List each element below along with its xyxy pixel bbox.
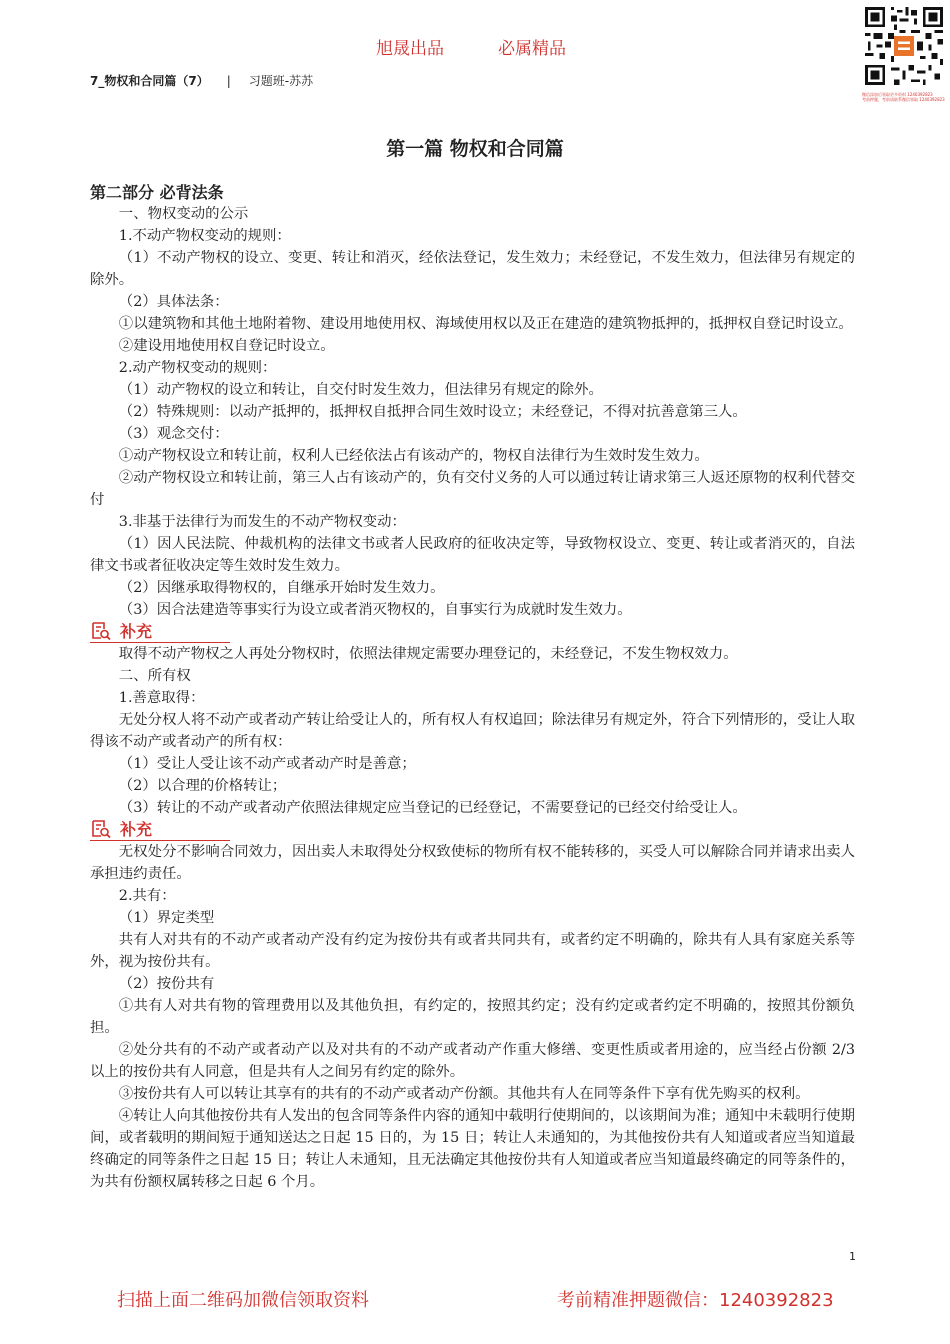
body-paragraph: 1.不动产物权变动的规则： xyxy=(118,228,291,244)
note-search-icon xyxy=(90,819,112,839)
footer-right-text: 考前精准押题微信：1240392823 xyxy=(557,1290,834,1311)
note-search-icon xyxy=(90,621,112,641)
page-number: 1 xyxy=(849,1250,856,1263)
supplement-heading xyxy=(90,621,855,643)
body-paragraph: ②动产物权设立和转让前，第三人占有该动产的，负有交付义务的人可以通过转让请求第三人返还原物的权利代替交付 xyxy=(90,470,855,508)
body-paragraph: （2）具体法条： xyxy=(118,294,229,310)
banner-right-slogan: 必属精品 xyxy=(498,39,566,59)
footer-left-text: 扫描上面二维码加微信领取资料 xyxy=(117,1290,369,1311)
body-paragraph: 取得不动产物权之人再处分物权时，依照法律规定需要办理登记的，未经登记，不发生物权效力。 xyxy=(118,646,738,662)
body-paragraph: ③按份共有人可以转让其享有的共有的不动产或者动产份额。其他共有人在同等条件下享有优先购买的权利。 xyxy=(118,1086,810,1102)
body-paragraph: 2.共有： xyxy=(118,888,176,904)
body-paragraph: （1）因人民法院、仲裁机构的法律文书或者人民政府的征收决定等，导致物权设立、变更、转让或者消灭的，自法律文书或者征收决定等生效时发生效力。 xyxy=(90,536,855,574)
supplement-label xyxy=(90,819,152,840)
part-title: 第二部分 必背法条 xyxy=(90,183,224,202)
body-paragraph: （1）界定类型 xyxy=(118,910,215,926)
body-paragraph: （1）不动产物权的设立、变更、转让和消灭，经依法登记，发生效力；未经登记，不发生效力，但法律另有规定的除外。 xyxy=(90,250,855,288)
document-title: 第一篇 物权和合同篇 xyxy=(386,138,564,160)
page-header xyxy=(90,72,313,89)
body-paragraph: 无权处分不影响合同效力，因出卖人未取得处分权致使标的物所有权不能转移的，买受人可以解除合同并请求出卖人承担违约责任。 xyxy=(90,844,855,882)
body-paragraph: （2）特殊规则：以动产抵押的，抵押权自抵押合同生效时设立；未经登记，不得对抗善意第三人。 xyxy=(118,404,747,420)
supplement-label-text: 补充 xyxy=(120,622,153,641)
supplement-label xyxy=(90,621,152,642)
qr-code-image xyxy=(862,4,946,88)
body-paragraph: （2）因继承取得物权的，自继承开始时发生效力。 xyxy=(118,580,445,596)
body-paragraph: （1）动产物权的设立和转让，自交付时发生效力，但法律另有规定的除外。 xyxy=(118,382,603,398)
body-paragraph: 二、所有权 xyxy=(118,668,191,684)
body-paragraph: ①以建筑物和其他土地附着物、建设用地使用权、海域使用权以及正在建造的建筑物抵押的，抵押权自登记时设立。 xyxy=(118,316,853,332)
qr-caption-line: 微信添加后领取更多资料 1240392823 xyxy=(862,92,933,97)
body-paragraph: （1）受让人受让该不动产或者动产时是善意； xyxy=(118,756,416,772)
document-body xyxy=(90,203,855,1193)
body-paragraph: ①动产物权设立和转让前，权利人已经依法占有该动产的，物权自法律行为生效时发生效力。 xyxy=(118,448,709,464)
supplement-underline xyxy=(90,642,230,643)
body-paragraph: ④转让人向其他按份共有人发出的包含同等条件内容的通知中载明行使期间的，以该期间为准；通知中未载明行使期间，或者载明的期间短于通知送达之日起 15 日的，为 15 日；转让人未通知的，为其他按份共有人知道或者应当知道最终确定的同等条件之日起 15 日；转让人未通知，且无法确定其他按份共有人知道或者应当知道最终确定的同等条件的，为共有份额权属转移之日起 6 个月。 xyxy=(90,1108,855,1190)
body-paragraph: 1.善意取得： xyxy=(118,690,205,706)
body-paragraph: （3）因合法建造等事实行为设立或者消灭物权的，自事实行为成就时发生效力。 xyxy=(118,602,632,618)
body-paragraph: ①共有人对共有物的管理费用以及其他负担，有约定的，按照其约定；没有约定或者约定不明确的，按照其份额负担。 xyxy=(90,998,855,1036)
body-paragraph: 3.非基于法律行为而发生的不动产物权变动： xyxy=(118,514,406,530)
qr-caption xyxy=(862,92,948,102)
banner-left-slogan: 旭晟出品 xyxy=(376,39,444,59)
course-title: 7_物权和合同篇（7） xyxy=(90,74,209,88)
body-paragraph: ②建设用地使用权自登记时设立。 xyxy=(118,338,335,354)
body-paragraph: （3）观念交付： xyxy=(118,426,229,442)
header-separator: | xyxy=(226,74,231,88)
body-paragraph: 2.动产物权变动的规则： xyxy=(118,360,277,376)
body-paragraph: （3）转让的不动产或者动产依照法律规定应当登记的已经登记，不需要登记的已经交付给受让人。 xyxy=(118,800,747,816)
body-paragraph: （2）按份共有 xyxy=(118,976,215,992)
body-paragraph: 共有人对共有的不动产或者动产没有约定为按份共有或者共同共有，或者约定不明确的，除共有人具有家庭关系等外，视为按份共有。 xyxy=(90,932,855,970)
supplement-label-text: 补充 xyxy=(120,820,153,839)
class-name: 习题班-苏苏 xyxy=(248,74,314,88)
body-paragraph: （2）以合理的价格转让； xyxy=(118,778,287,794)
supplement-heading xyxy=(90,819,855,841)
body-paragraph: 无处分权人将不动产或者动产转让给受让人的，所有权人有权追回；除法律另有规定外，符合下列情形的，受让人取得该不动产或者动产的所有权： xyxy=(90,712,855,750)
body-paragraph: 一、物权变动的公示 xyxy=(118,206,249,222)
supplement-underline xyxy=(90,840,230,841)
qr-caption-line: 考前押题，考前请联系微信领取 1240392823 xyxy=(862,97,945,102)
body-paragraph: ②处分共有的不动产或者动产以及对共有的不动产或者动产作重大修缮、变更性质或者用途的，应当经占份额 2/3 以上的按份共有人同意，但是共有人之间另有约定的除外。 xyxy=(90,1042,855,1080)
